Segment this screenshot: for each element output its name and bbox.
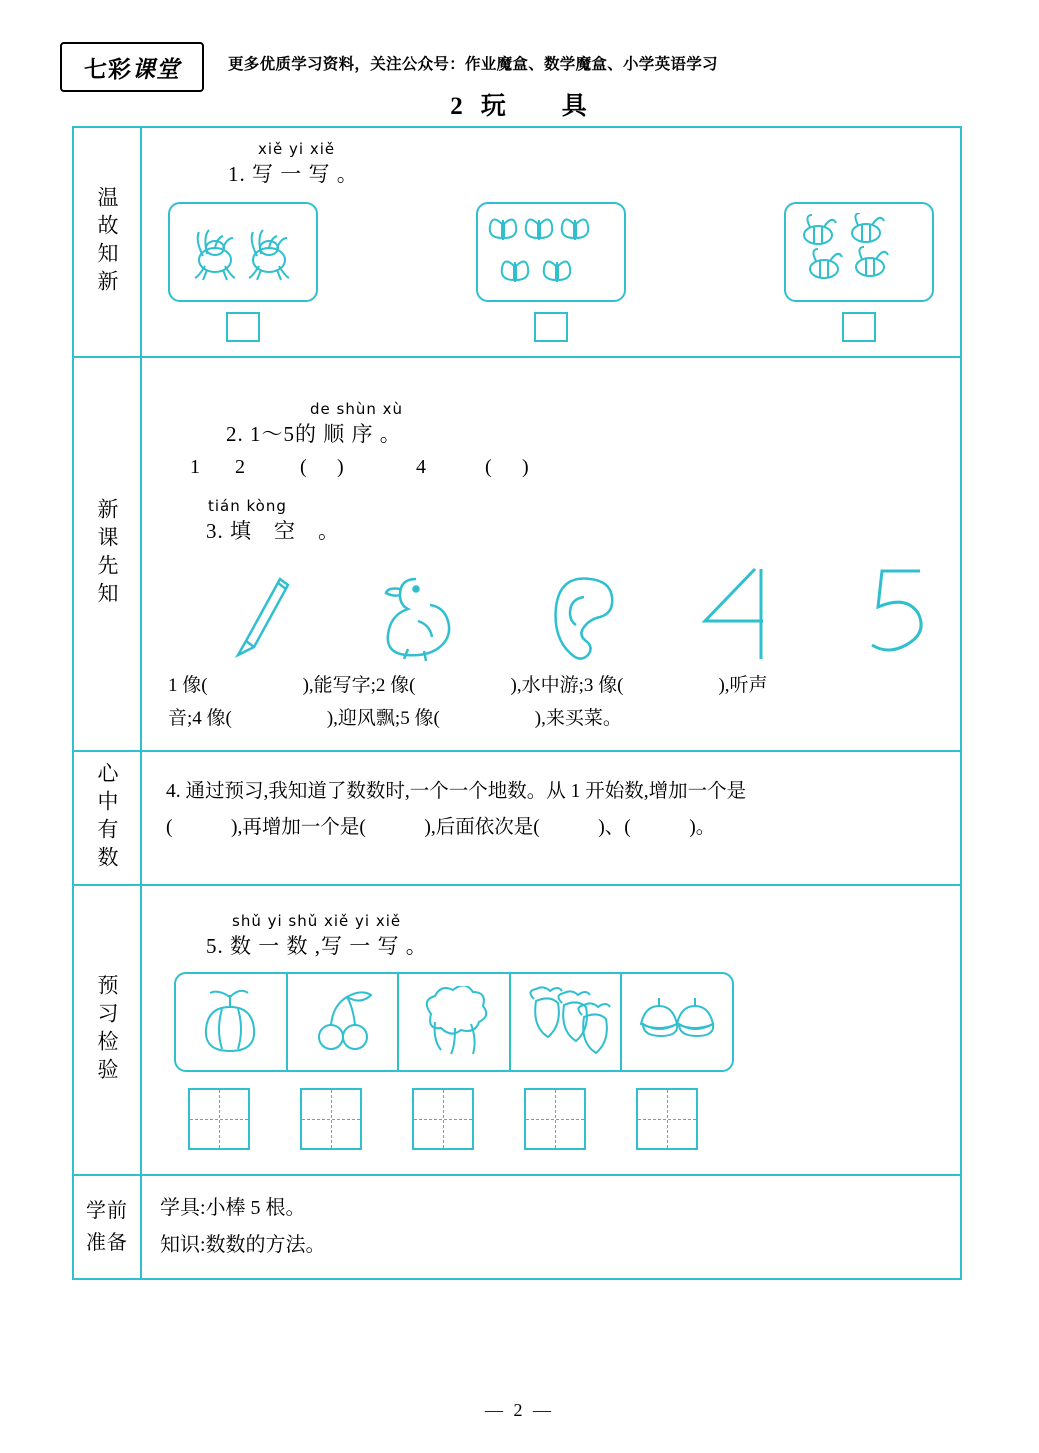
question-3: 3. 填 空 。: [206, 519, 340, 543]
logo-text-part2: 课堂: [132, 55, 180, 82]
section-preview-content: [142, 886, 960, 1174]
section-review: [74, 128, 960, 358]
picture-pencil: [178, 553, 338, 663]
section-understanding: [74, 752, 960, 886]
section-newlesson: [74, 358, 960, 752]
pinyin-tian-kong: tián kòng: [208, 497, 287, 515]
section-understanding-content: [142, 752, 960, 884]
fruit-cell-pumpkin: [176, 974, 288, 1070]
prep-label-line1: 学前: [86, 1199, 128, 1222]
section-label-text: 温故知新: [95, 186, 120, 298]
para-line-2: ( ),再增加一个是( ),后面依次是( )、( )。: [166, 816, 716, 838]
panel-butterflies: [476, 202, 626, 302]
picture-hook-five: [818, 553, 978, 663]
answer-box-2[interactable]: [534, 312, 568, 342]
sequence-row: [190, 456, 978, 479]
writing-grid-3[interactable]: [412, 1088, 474, 1150]
page-header: [60, 42, 980, 90]
desc-line-2: 音;4 像( ),迎风飘;5 像( ),来买菜。: [168, 708, 622, 730]
logo-text-part1: 七彩: [84, 55, 132, 82]
brand-logo: [60, 42, 204, 92]
prep-label-line2: 准备: [86, 1231, 128, 1254]
seq-paren-open-1: (: [300, 456, 309, 478]
section-label-understanding: [74, 752, 142, 884]
section-label-preparation: [74, 1176, 142, 1278]
para-line-1: 4. 通过预习,我知道了数数时,一个一个地数。从 1 开始数,增加一个是: [166, 780, 747, 802]
picture-panels: [160, 202, 942, 302]
seq-1: 1: [190, 456, 202, 478]
section-label-review: [74, 128, 142, 356]
answer-box-row: [160, 312, 942, 342]
writing-grid-row: [188, 1088, 942, 1150]
picture-duck: [338, 553, 498, 663]
fruit-cell-cherries: [288, 974, 400, 1070]
panel-bees: [784, 202, 934, 302]
picture-ear: [498, 553, 658, 663]
seq-paren-close-1[interactable]: ): [337, 456, 346, 478]
answer-box-1[interactable]: [226, 312, 260, 342]
section-label-text: 新课先知: [95, 497, 120, 610]
pinyin-de-shun-xu: de shùn xù: [310, 400, 404, 418]
page-number: — 2 —: [485, 1400, 554, 1420]
desc-line-1: 1 像( ),能写字;2 像( ),水中游;3 像( ),听声: [168, 675, 768, 696]
seq-paren-close-2[interactable]: ): [522, 456, 531, 478]
writing-grid-5[interactable]: [636, 1088, 698, 1150]
writing-grid-4[interactable]: [524, 1088, 586, 1150]
page-title: [0, 86, 1039, 122]
writing-grid-1[interactable]: [188, 1088, 250, 1150]
fruit-cell-strawberries: [511, 974, 623, 1070]
section-preparation-content: [142, 1176, 960, 1278]
section-review-content: [142, 128, 960, 356]
picture-flag-four: [658, 553, 818, 663]
seq-2: 2: [235, 456, 247, 478]
section-label-newlesson: [74, 358, 142, 750]
question-2: 2. 1～5的 顺 序 。: [226, 422, 402, 446]
promo-text: 更多优质学习资料，关注公众号：作业魔盒、数学魔盒、小学英语学习: [228, 56, 718, 73]
prep-line-2: 知识:数数的方法。: [160, 1233, 326, 1256]
lesson-number: 2: [450, 93, 465, 120]
pinyin-shu-yi-shu: shǔ yi shǔ xiě yi xiě: [232, 911, 402, 930]
fruit-count-grid: [174, 972, 734, 1072]
seq-paren-open-2: (: [485, 456, 494, 478]
shape-pictures: [160, 553, 978, 663]
section-preview-check: [74, 886, 960, 1176]
section-label-text: 预习检验: [95, 973, 120, 1086]
worksheet-table: [72, 126, 962, 1280]
section-newlesson-content: [142, 358, 996, 750]
answer-box-3[interactable]: [842, 312, 876, 342]
pinyin-xie-yi-xie: xiě yi xiě: [258, 140, 336, 158]
seq-4: 4: [416, 456, 428, 478]
writing-grid-2[interactable]: [300, 1088, 362, 1150]
section-preparation: [74, 1176, 960, 1278]
section-label-text: 心中有数: [95, 761, 120, 874]
lesson-title: 玩 具: [480, 93, 589, 120]
fruit-cell-broccoli: [399, 974, 511, 1070]
question-5: 5. 数 一 数 ,写 一 写 。: [206, 933, 428, 958]
section-label-preview: [74, 886, 142, 1174]
panel-grasshoppers: [168, 202, 318, 302]
question-1: 1. 写 一 写 。: [228, 162, 359, 186]
fruit-cell-chestnuts: [622, 974, 732, 1070]
prep-line-1: 学具:小棒 5 根。: [160, 1196, 306, 1219]
